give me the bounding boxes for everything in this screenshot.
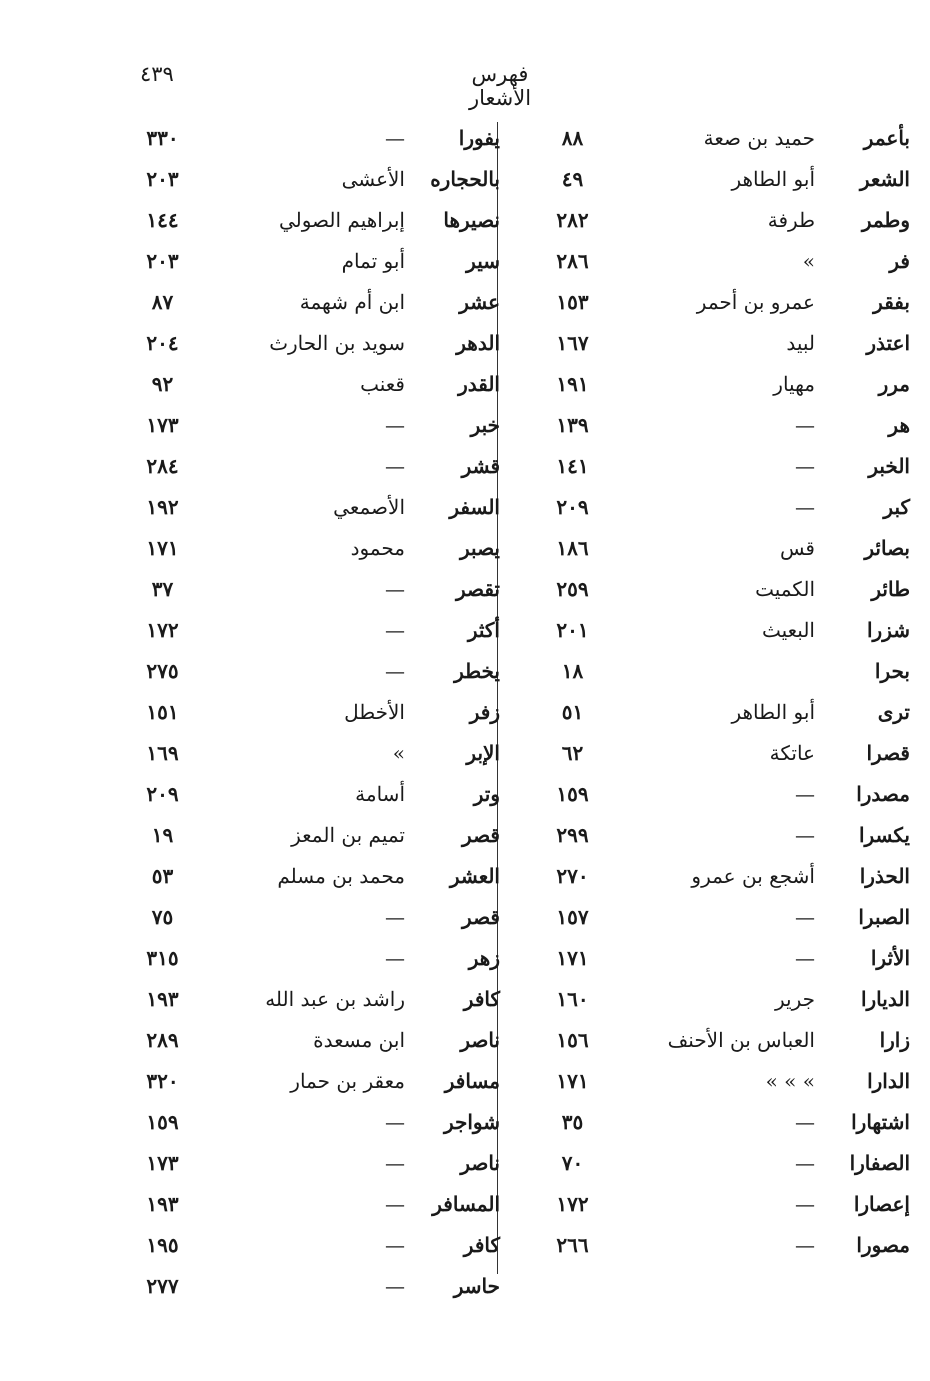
rhyme-word: اشتهارا: [851, 1110, 910, 1134]
poet-name: حميد بن صعة: [703, 126, 815, 150]
rhyme-word: ترى: [877, 700, 910, 724]
page-reference: ١٦٧: [556, 331, 589, 355]
index-entry: [505, 118, 925, 159]
poet-name: —: [795, 782, 815, 806]
poet-name: —: [795, 1233, 815, 1257]
index-entry: [505, 938, 925, 979]
rhyme-word: بصائر: [864, 536, 910, 560]
poet-name: الكميت: [755, 577, 815, 601]
poet-name: —: [795, 454, 815, 478]
poet-name: أبو تمام: [341, 249, 405, 273]
poet-name: الأخطل: [344, 700, 405, 724]
page-reference: ١٥٣: [556, 290, 589, 314]
rhyme-word: الشعر: [859, 167, 910, 191]
page-reference: ٢٨٢: [556, 208, 589, 232]
page-reference: ٣٣٠: [146, 126, 179, 150]
rhyme-word: الديارا: [860, 987, 910, 1011]
rhyme-word: الحذرا: [859, 864, 910, 888]
index-entry: [505, 1143, 925, 1184]
index-entry: [95, 528, 515, 569]
page-reference: ٢٧٥: [146, 659, 179, 683]
page-reference: ٢٠٩: [556, 495, 589, 519]
page-reference: ١٦٩: [146, 741, 179, 765]
rhyme-word: وتر: [473, 782, 500, 806]
index-entry: [505, 364, 925, 405]
index-entry: [95, 897, 515, 938]
index-entry: [95, 487, 515, 528]
poet-name: أسامة: [355, 782, 405, 806]
rhyme-word: زهر: [468, 946, 500, 970]
index-entry: [505, 856, 925, 897]
index-entry: [95, 405, 515, 446]
poet-name: معقر بن حمار: [290, 1069, 405, 1093]
page-reference: ١٣٩: [556, 413, 589, 437]
page-reference: ٢٠٩: [146, 782, 179, 806]
index-entry: [95, 774, 515, 815]
poet-name: الأصمعي: [333, 495, 405, 519]
page-reference: ١٩٣: [146, 1192, 179, 1216]
index-entry: [95, 1225, 515, 1266]
page-reference: ١٦٠: [556, 987, 589, 1011]
index-entry: [505, 651, 925, 692]
index-entry: [95, 938, 515, 979]
poet-name: قعنب: [360, 372, 405, 396]
poet-name: —: [385, 618, 405, 642]
poet-name: —: [385, 126, 405, 150]
poet-name: عمرو بن أحمر: [696, 290, 815, 314]
rhyme-word: الصبرا: [858, 905, 910, 929]
poet-name: ابن أم شهمة: [299, 290, 405, 314]
rhyme-word: الدارا: [867, 1069, 910, 1093]
index-entry: [95, 979, 515, 1020]
index-entry: [95, 364, 515, 405]
index-entry: [95, 1184, 515, 1225]
page-reference: ١٨: [561, 659, 584, 683]
page-reference: ٣٧: [151, 577, 174, 601]
poet-name: العباس بن الأحنف: [667, 1028, 815, 1052]
index-entry: [95, 282, 515, 323]
page-reference: ١٤١: [556, 454, 589, 478]
page-reference: ١٩٣: [146, 987, 179, 1011]
poet-name: —: [385, 1151, 405, 1175]
rhyme-word: كبر: [883, 495, 910, 519]
poet-name: —: [385, 1192, 405, 1216]
poet-name: ابن مسعدة: [313, 1028, 405, 1052]
poet-name: —: [795, 1151, 815, 1175]
page-reference: ٦٢: [561, 741, 584, 765]
rhyme-word: زارا: [879, 1028, 910, 1052]
poet-name: —: [385, 577, 405, 601]
rhyme-word: قشر: [461, 454, 500, 478]
page-reference: ٢٠٣: [146, 167, 179, 191]
rhyme-word: أكثر: [467, 618, 500, 642]
poet-name: —: [795, 905, 815, 929]
index-entry: [95, 200, 515, 241]
page-reference: ١٧٣: [146, 1151, 179, 1175]
poet-name: محمود: [350, 536, 405, 560]
rhyme-word: قصرا: [866, 741, 910, 765]
page-reference: ٢٨٤: [146, 454, 179, 478]
page-reference: ٣٥: [561, 1110, 584, 1134]
right-column: [505, 118, 925, 1266]
page-reference: ١٤٤: [146, 208, 179, 232]
index-entry: [505, 774, 925, 815]
index-entry: [95, 1102, 515, 1143]
index-entry: [505, 159, 925, 200]
index-entry: [95, 159, 515, 200]
index-entry: [505, 282, 925, 323]
poet-name: —: [795, 1192, 815, 1216]
rhyme-word: فر: [889, 249, 910, 273]
page-reference: ٢٠١: [556, 618, 589, 642]
rhyme-word: عشر: [459, 290, 500, 314]
poet-name: إبراهيم الصولي: [278, 208, 405, 232]
rhyme-word: الأثرا: [870, 946, 910, 970]
index-entry: [95, 241, 515, 282]
rhyme-word: يكسرا: [858, 823, 910, 847]
page-reference: ٢٨٩: [146, 1028, 179, 1052]
index-entry: [505, 1184, 925, 1225]
page-reference: ٨٨: [561, 126, 584, 150]
page-reference: ٧٠: [561, 1151, 584, 1175]
rhyme-word: هر: [888, 413, 910, 437]
index-entry: [505, 1061, 925, 1102]
rhyme-word: بحرا: [874, 659, 910, 683]
page-reference: ٢٨٦: [556, 249, 589, 273]
page-reference: ٢٧٧: [146, 1274, 179, 1298]
page-reference: ١٥٩: [556, 782, 589, 806]
poet-name: —: [385, 1274, 405, 1298]
poet-name: قس: [779, 536, 815, 560]
rhyme-word: بأعمر: [863, 126, 910, 150]
poet-name: محمد بن مسلم: [277, 864, 405, 888]
index-entry: [505, 569, 925, 610]
index-entry: [505, 733, 925, 774]
page-reference: ١٧٣: [146, 413, 179, 437]
rhyme-word: اعتذر: [866, 331, 910, 355]
page-reference: ٢٦٦: [556, 1233, 589, 1257]
rhyme-word: مرر: [878, 372, 910, 396]
rhyme-word: كافر: [463, 987, 500, 1011]
poet-name: —: [385, 946, 405, 970]
poet-name: —: [385, 454, 405, 478]
poet-name: عاتكة: [769, 741, 815, 765]
poet-name: —: [795, 1110, 815, 1134]
rhyme-word: قصر: [462, 905, 500, 929]
poet-name: سويد بن الحارث: [269, 331, 405, 355]
poet-name: » » »: [765, 1069, 815, 1093]
rhyme-word: المسافر: [432, 1192, 500, 1216]
rhyme-word: مسافر: [444, 1069, 500, 1093]
index-entry: [505, 815, 925, 856]
index-entry: [505, 528, 925, 569]
poet-name: جرير: [775, 987, 815, 1011]
poet-name: —: [385, 1233, 405, 1257]
index-entry: [505, 692, 925, 733]
rhyme-word: نصيرها: [443, 208, 500, 232]
poet-name: —: [385, 413, 405, 437]
page-reference: ١٧٢: [556, 1192, 589, 1216]
index-entry: [505, 405, 925, 446]
rhyme-word: وطمر: [861, 208, 910, 232]
rhyme-word: حاسر: [453, 1274, 500, 1298]
page-reference: ١٥٩: [146, 1110, 179, 1134]
page-reference: ١٥١: [146, 700, 179, 724]
poet-name: »: [802, 249, 815, 273]
rhyme-word: مصدرا: [856, 782, 910, 806]
poet-name: الأعشى: [341, 167, 405, 191]
poet-name: أشجع بن عمرو: [691, 864, 815, 888]
index-entry: [505, 200, 925, 241]
page-reference: ١٥٦: [556, 1028, 589, 1052]
poet-name: —: [795, 413, 815, 437]
poet-name: »: [392, 741, 405, 765]
rhyme-word: زفر: [469, 700, 500, 724]
index-entry: [505, 323, 925, 364]
index-entry: [505, 241, 925, 282]
page-reference: ٣١٥: [146, 946, 179, 970]
poet-name: البعيث: [761, 618, 815, 642]
poet-name: أبو الطاهر: [731, 700, 815, 724]
index-entry: [95, 733, 515, 774]
index-entry: [95, 815, 515, 856]
page-reference: ١٩١: [556, 372, 589, 396]
index-entry: [505, 897, 925, 938]
rhyme-word: إعصارا: [853, 1192, 910, 1216]
rhyme-word: الصفارا: [849, 1151, 910, 1175]
poet-name: تميم بن المعز: [291, 823, 405, 847]
poet-name: —: [795, 946, 815, 970]
index-entry: [505, 446, 925, 487]
rhyme-word: طائر: [871, 577, 910, 601]
running-title: فهرس الأشعار: [468, 62, 532, 110]
rhyme-word: قصر: [462, 823, 500, 847]
poet-name: راشد بن عبد الله: [265, 987, 405, 1011]
rhyme-word: مصورا: [856, 1233, 910, 1257]
page-reference: ١٩٥: [146, 1233, 179, 1257]
page-reference: ١٧٢: [146, 618, 179, 642]
page-reference: ١٩٢: [146, 495, 179, 519]
index-entry: [95, 1020, 515, 1061]
rhyme-word: شواجر: [443, 1110, 500, 1134]
index-entry: [95, 1143, 515, 1184]
page-reference: ٥٣: [151, 864, 174, 888]
page-reference: ٢٠٣: [146, 249, 179, 273]
rhyme-word: بالحجاره: [430, 167, 500, 191]
index-entry: [95, 692, 515, 733]
rhyme-word: الخبر: [868, 454, 910, 478]
page-reference: ١٥٧: [556, 905, 589, 929]
poet-name: مهيار: [773, 372, 815, 396]
index-entry: [95, 323, 515, 364]
page-reference: ٢٧٠: [556, 864, 589, 888]
poet-name: —: [385, 905, 405, 929]
poet-name: —: [385, 659, 405, 683]
page-reference: ١٨٦: [556, 536, 589, 560]
index-entry: [95, 610, 515, 651]
rhyme-word: يفورا: [458, 126, 500, 150]
poet-name: —: [385, 1110, 405, 1134]
rhyme-word: القدر: [458, 372, 500, 396]
rhyme-word: كافر: [463, 1233, 500, 1257]
page-reference: ٧٥: [151, 905, 174, 929]
index-entry: [505, 1102, 925, 1143]
page-reference: ٥١: [561, 700, 584, 724]
index-entry: [505, 610, 925, 651]
left-column: [95, 118, 515, 1307]
rhyme-word: العشر: [449, 864, 500, 888]
page-reference: ٣٢٠: [146, 1069, 179, 1093]
page-reference: ٢٠٤: [146, 331, 179, 355]
rhyme-word: شزرا: [866, 618, 910, 642]
rhyme-word: السفر: [449, 495, 500, 519]
index-entry: [95, 651, 515, 692]
page-reference: ١٧١: [556, 1069, 589, 1093]
poet-name: —: [795, 823, 815, 847]
index-entry: [505, 1020, 925, 1061]
poet-name: لبيد: [786, 331, 815, 355]
index-entry: [505, 979, 925, 1020]
rhyme-word: خبر: [470, 413, 500, 437]
page-reference: ١٩: [151, 823, 174, 847]
index-entry: [95, 856, 515, 897]
rhyme-word: ناصر: [460, 1028, 500, 1052]
index-entry: [95, 1061, 515, 1102]
rhyme-word: بفقر: [873, 290, 910, 314]
page-reference: ٢٩٩: [556, 823, 589, 847]
poet-name: أبو الطاهر: [731, 167, 815, 191]
page-reference: ٩٢: [151, 372, 174, 396]
rhyme-word: الدهر: [456, 331, 500, 355]
poet-name: طرفة: [767, 208, 815, 232]
page-reference: ١٧١: [556, 946, 589, 970]
index-entry: [95, 118, 515, 159]
page-number: ٤٣٩: [140, 62, 174, 86]
index-entry: [95, 569, 515, 610]
index-entry: [505, 487, 925, 528]
rhyme-word: يصبر: [460, 536, 500, 560]
page-reference: ٤٩: [561, 167, 584, 191]
rhyme-word: الإبر: [466, 741, 500, 765]
index-entry: [505, 1225, 925, 1266]
rhyme-word: يخطر: [454, 659, 500, 683]
index-entry: [95, 1266, 515, 1307]
rhyme-word: تقصر: [455, 577, 500, 601]
rhyme-word: ناصر: [460, 1151, 500, 1175]
poet-name: —: [795, 495, 815, 519]
index-entry: [95, 446, 515, 487]
rhyme-word: سير: [466, 249, 500, 273]
page-reference: ٨٧: [151, 290, 174, 314]
page-reference: ٢٥٩: [556, 577, 589, 601]
page-reference: ١٧١: [146, 536, 179, 560]
